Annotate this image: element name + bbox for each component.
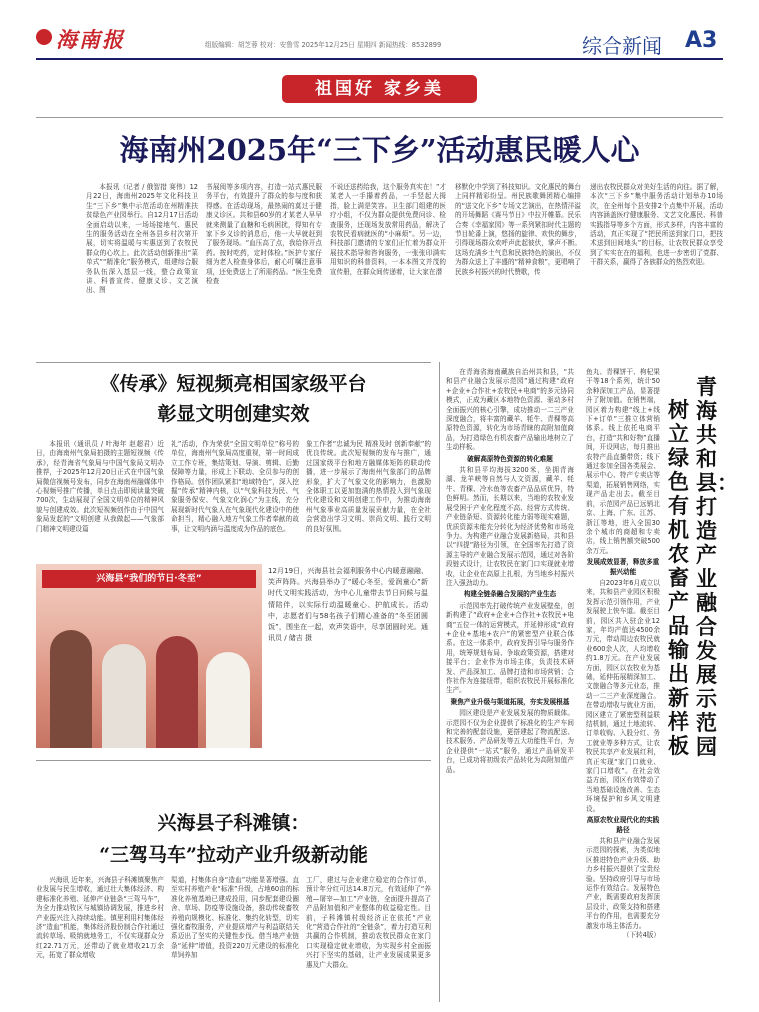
story2-rule-bottom <box>36 760 431 761</box>
story1-col5: 递出农牧民群众对美好生活的向往。据了解，本次“三下乡”集中服务活动计划举办10场次，在全州每个县安排2个点集中开展，活动内容涵盖医疗健康服务、文艺文化惠民、科普实践指导等多个方面，形式多样，内容丰富的活动，真正实现了“把民所送到家门口，把技术送到田间地头”的目标，让农牧民群众享受到了实实在在的福利，也进一步密切了党群、干群关系，赢得了各族群众的热烈欢迎。 <box>590 183 723 267</box>
masthead-meta: 组版编辑：胡芝蓉 校对：安鲁雪 2025年12月25日 星期四 新闻热线：8532899 <box>205 41 442 49</box>
masthead <box>0 0 759 60</box>
masthead-rule <box>36 58 723 60</box>
story1-col3: 不说还送药给我，这个服务真实在！”才某老人一手攥着药品，一手竖起大拇指，脸上满是笑容。卫生部门组建的医疗小组，不仅为群众提供免费问诊、检查服务，还现场发放常用药品，解决了农牧民看病就医的“小麻烦”。另一边，科技部门邀请的专家们正忙着为群众开展技术指导和咨询服务，一张张印满实用知识的科普资料，一本本图文并茂的宣传册，在群众间传递着，让大家在潜 <box>330 183 446 276</box>
story1-headline: 海南州2025年“三下乡”活动惠民暖人心 <box>119 133 640 167</box>
story4-subhead-1: 破解高原特色资源的转化难题 <box>467 454 553 463</box>
column-banner <box>282 75 477 103</box>
story1-col4: 移默化中学到了科技知识。文化惠民的舞台上同样精彩纷呈。州民族歌舞团精心编排的“送文化下乡”专场文艺演出，在热情洋溢的开场舞蹈《赛马节日》中拉开帷幕。民乐合奏《幸福家园》等一系列紧扣时代主题的节目轮番上演，悠扬的旋律、欢快的舞步，引得现场群众欢呼声此起彼伏，掌声不断。这场充满乡土气息和民族特色的演出，不仅为群众送上了丰盛的“精神食粮”，更唱响了民族乡村振兴的时代赞歌，传 <box>455 183 581 276</box>
logo-icon <box>36 29 52 45</box>
section-name: 综合新闻 <box>582 34 662 58</box>
story4-divider <box>439 362 440 1002</box>
story2-headline-2: 彰显文明创建实效 <box>157 403 310 425</box>
story1-rule-top <box>36 117 723 118</box>
news-photo <box>36 564 262 748</box>
story4-col2: 鱼丸、青稞饼干、枸杞果干等18个系列，统计50余种深加工产品，显著提升了附加值。在销售端，园区着力构建“线上+线下+订单”三推立体营销体系。线上依托电商平台，打造“共和好物”直播间，开设网店，每月推出农特产品直播带货；线下通过参加全国各类展会、展示中心、特产专卖店等渠道，拓展销售网络，实现产品走出去。截至目前，示范园产品已远销北京、上海、广东、江苏、浙江等地，进入全国30余个城市的商超和专卖店，线上销售额突破500余万元。 发展成效显著，释放多重振兴动能 自2023年6月成立以来，共和县产业园区积极发挥示范引领作用，产业发展驶上快车道。截至目前，园区共入驻企业12家，年均产值达4500余万元，带动周边农牧民就业600余人次，人均增收约1.8万元。在产业发展方面，园区以农牧业为基础，延伸拓展精深加工、文旅融合等多元业态，推动一二三产业深度融合。在带动增收与就业方面，园区建立了紧密型利益联结机制，通过土地流转、订单收购、入股分红、务工就业等多种方式，让农牧民共享产业发展红利，真正实现“家门口就业、家门口增收”。在社会效益方面，园区有效带动了当地基础设施改善、生态环境保护和乡风文明建设。 高原农牧业现代化的实践路径 共和县产业融合发展示范园的探索，为类似地区推进特色产业升级、助力乡村振兴提供了宝贵经验。坚持政府引导与市场运作有效结合。发展特色产业，既需要政府发挥顶层设计，政策支持和搭建平台的作用，也需要充分激发市场主体活力。 （下转4版） <box>586 368 660 939</box>
photo-banner-text: 兴海县“我们的节日·冬至” <box>42 570 256 588</box>
story2-col1: 本报讯（通讯员 / 叶海年 赵超君）近日，由海南州气象局拍摄的主题短视频《传承》，经青海省气象局与中国气象局文明办推荐，于2025年12月20日正式在中国气象局微信视频号发布，同步在海南州融媒体中心视频号推广传播，单日点击即阅读量突破700次，生动展现了全国文明单位的精神风貌与创建成效。此次短视频创作由于中国气象局发起的“文明创建 从我做起——气象部门精神文明建设篇 <box>36 440 164 533</box>
story3-col1: 兴海讯 近年来，兴海县子科滩镇聚焦产业发展与民生增收，通过壮大集体经济、构建标准化养殖、延伸产业链条“三驾马车”，为全力推动牧区与城镇协调发展，推进乡村产业振兴注入持续动能。镇里利用村集体经济“造血”机能，集体经济股份制合作社通过流转草场、吸纳就地务工，不仅实现群众分红22.71万元，还带动了就业增收21万余元，拓宽了群众增收 <box>36 876 164 960</box>
column-banner-text: 祖国好 家乡美 <box>315 79 444 99</box>
photo-figure-2 <box>102 644 146 748</box>
story2-col3: 象工作者“忠诚为民 精准及时 创新奉献”的优良传统。此次短视频的发布与推广，通过国家级平台和地方融媒体矩阵的联动传播，进一步展示了海南州气象部门的品牌形象，扩大了气象文化的影响力，也激励全体职工以更加饱满的热情投入到气象现代化建设和文明创建工作中，为推动海南州气象事业高质量发展贡献力量，在全社会营造出学习文明、崇尚文明、践行文明的良好氛围。 <box>306 440 431 533</box>
photo-figure-1 <box>50 630 92 748</box>
photo-figure-4 <box>206 652 250 748</box>
story4-col1: 在青海省海南藏族自治州共和县，“共和县产业融合发展示范园”通过构建“政府+企业+合作社+农牧民+电商”的多元协同模式，正成为藏区本地特色资源、驱动多村全面振兴的核心引擎，成功推动一二三产业深度融合，将丰富的藏羊、牦牛、青稞等高原特色资源，转化为市场青睐的高附加值商品，为打造绿色有机农畜产品输出地树立了生动样板。 破解高原特色资源的转化难题 共和县平均海拔3200米，坐拥青海湖、龙羊峡等自然与人文资源，藏羊、牦牛、青稞、冷水鱼等农畜产品品质优异，特色鲜明。然而，长期以来，当地的农牧业发展受困于产业化程度不高、经营方式传统、产业链条短、资源转化能力弱等现实难题，优质资源未能充分转化为经济优势和市场竞争力。为构建产业融合发展新格局，共和县以“四提”路径为引领，在全国率先打造了资源主导的产业融合发展示范园，通过对各阶段链式设计，让农牧民在家门口实现就业增收，让企业在高原上扎根，为当地乡村振兴注入强劲动力。 构建全链条融合发展的产业生态 示范园率先打破传统产业发展壁垒，创新构建了“政府+企业+合作社+农牧民+电商”五位一体的运营模式，并延伸形成“政府+企业+基地+农户”的紧密型产业联合体系。在这一体系中，政府发挥引导与服务作用，统筹规划布局、争取政策资源，搭建对接平台；企业作为市场主体，负责技术研发、产品深加工、品牌打造和市场营销；合作社作为连接纽带，组织农牧民开展标准化生产。 聚焦产业升级与渠道拓展，夯实发展根基 园区建设是产业发展发展的物质载体。示范园不仅为企业提供了标准化的生产车间和完善的配套设施，更搭建起了物流配送、技术服务、产品研发等五大功能性平台，为企业提供“一站式”服务，通过产品研发平台，已成功将初级农产品转化为高附加值产品。 <box>446 368 574 774</box>
story4-headline-2: 树立绿色有机农畜产品输出新样板 <box>668 397 689 758</box>
story2-headline-1: 《传承》短视频亮相国家级平台 <box>100 373 367 395</box>
story4-continued: （下转4版） <box>622 930 660 939</box>
logo-wordmark: 海南报 <box>56 27 125 52</box>
story2-col2: 礼”活动，作为荣获“全国文明单位”称号的单位，海南州气象局高度重视，第一时间成立工作专班，集结策划、导演、剪辑、后勤保障等力量，形成上下联动、全员参与的创作格局。创作团队紧扣“地域特色”，深入挖掘“传承”精神内核，以“气象科技为民、气象服务保安、气象文化润心”为主线，充分展现新时代气象人在气象现代化建设中的使命担当，精心融入地方气象工作者奉献的故事，让文明内涵与温度成为作品的底色。 <box>171 440 299 533</box>
story4-subhead-4: 发展成效显著，释放多重振兴动能 <box>586 558 660 576</box>
story1-rule-bottom <box>36 362 431 363</box>
photo-figure-3 <box>156 636 198 748</box>
story1-col2: 书展阅等多项内容，打造一站式惠民服务平台，有效提升了群众的参与度和获得感。在活动现场，最热闹的莫过于健康义诊区。共和县60岁的才某老人早早就来测量了血糖和毛病困扰，得知有专家下乡义诊的消息后，他一大早就赶到了服务现场。“血压高了点，我给你开点药。按时吃药，定时体检。”医护专家仔细为老人检查身体后，耐心叮嘱注意事项，还免费送上了所需药品。“医生免费检查 <box>206 183 322 286</box>
story4-subhead-2: 构建全链条融合发展的产业生态 <box>463 590 557 599</box>
story3-headline-2: “三驾马车”拉动产业升级新动能 <box>99 844 368 866</box>
photo-caption: 12月19日，兴海县社会福利服务中心内暖意融融、笑声阵阵。兴海县举办了“暖心冬至，爱润童心”新时代文明实践活动，为中心儿童带去节日问候与温情陪伴，以实际行动温暖童心、护航成长。活动中，志愿者们与58名孩子们精心准备的“冬至团圆饭”，围坐在一起，欢声笑语中，尽享团圆时光。通讯员 / 储吉 摄 <box>268 567 428 643</box>
story4-headline-1: 青海共和县：打造产业融合发展示范园 <box>696 374 738 759</box>
page-number: A3 <box>685 28 718 53</box>
story3-col2: 渠道，村集体自身“造血”功能显著增强。直至实村养殖产业“标准”升级，占地60亩的标准化养殖基地已建成投用，同步配套建设圈舍、草场、防疫等设施设备，推动传统畜牧养殖向规模化、标准化、集约化转型，切实强化畜牧服务，产业提质增产与利益联结关系迈出了坚实的关键性步伐。借当地产业链条“延伸”增值，投资220万元建设的标准化草饲养加 <box>171 876 299 960</box>
story3-col3: 工厂，建过与企业建立稳定的合作订单，预计年分红可达14.8万元，有效延伸了“养殖—屠宰—加工”产业链，全面提升提高了产品附加值和产业整体的收益稳定性。目前，子科滩镇村级经济正在依托“产业化”营造合作社的“全链条”，着力打造互利共赢的合作机制，推动农牧民群众在家门口实现稳定就业增收，为实现乡村全面振兴打下坚实的基础，让产业发展成果更多惠及广大群众。 <box>306 876 431 969</box>
story1-col1: 本报讯（记者 / 俄智措 赛伟）12月22日，海南州2025年文化科技卫生“三下乡”集中示范活动在州精准扶贫绿色产业园举行。自12月17日活动全面启动以来，一场场接地气、惠民生的服务活动在全州各县乡村次第开展，切实将温暖与实惠送到了农牧民群众的心坎上。此次活动创新推出“菜单式”“精准化”服务模式，组建综合服务队伍深入基层一线，整合政策宣讲、科普宣传、健康义诊、文艺演出、图 <box>86 183 198 295</box>
story4-subhead-3: 聚焦产业升级与渠道拓展，夯实发展根基 <box>450 697 570 706</box>
story3-headline-1: 兴海县子科滩镇： <box>157 812 310 834</box>
story4-subhead-5: 高原农牧业现代化的实践路径 <box>586 816 660 834</box>
